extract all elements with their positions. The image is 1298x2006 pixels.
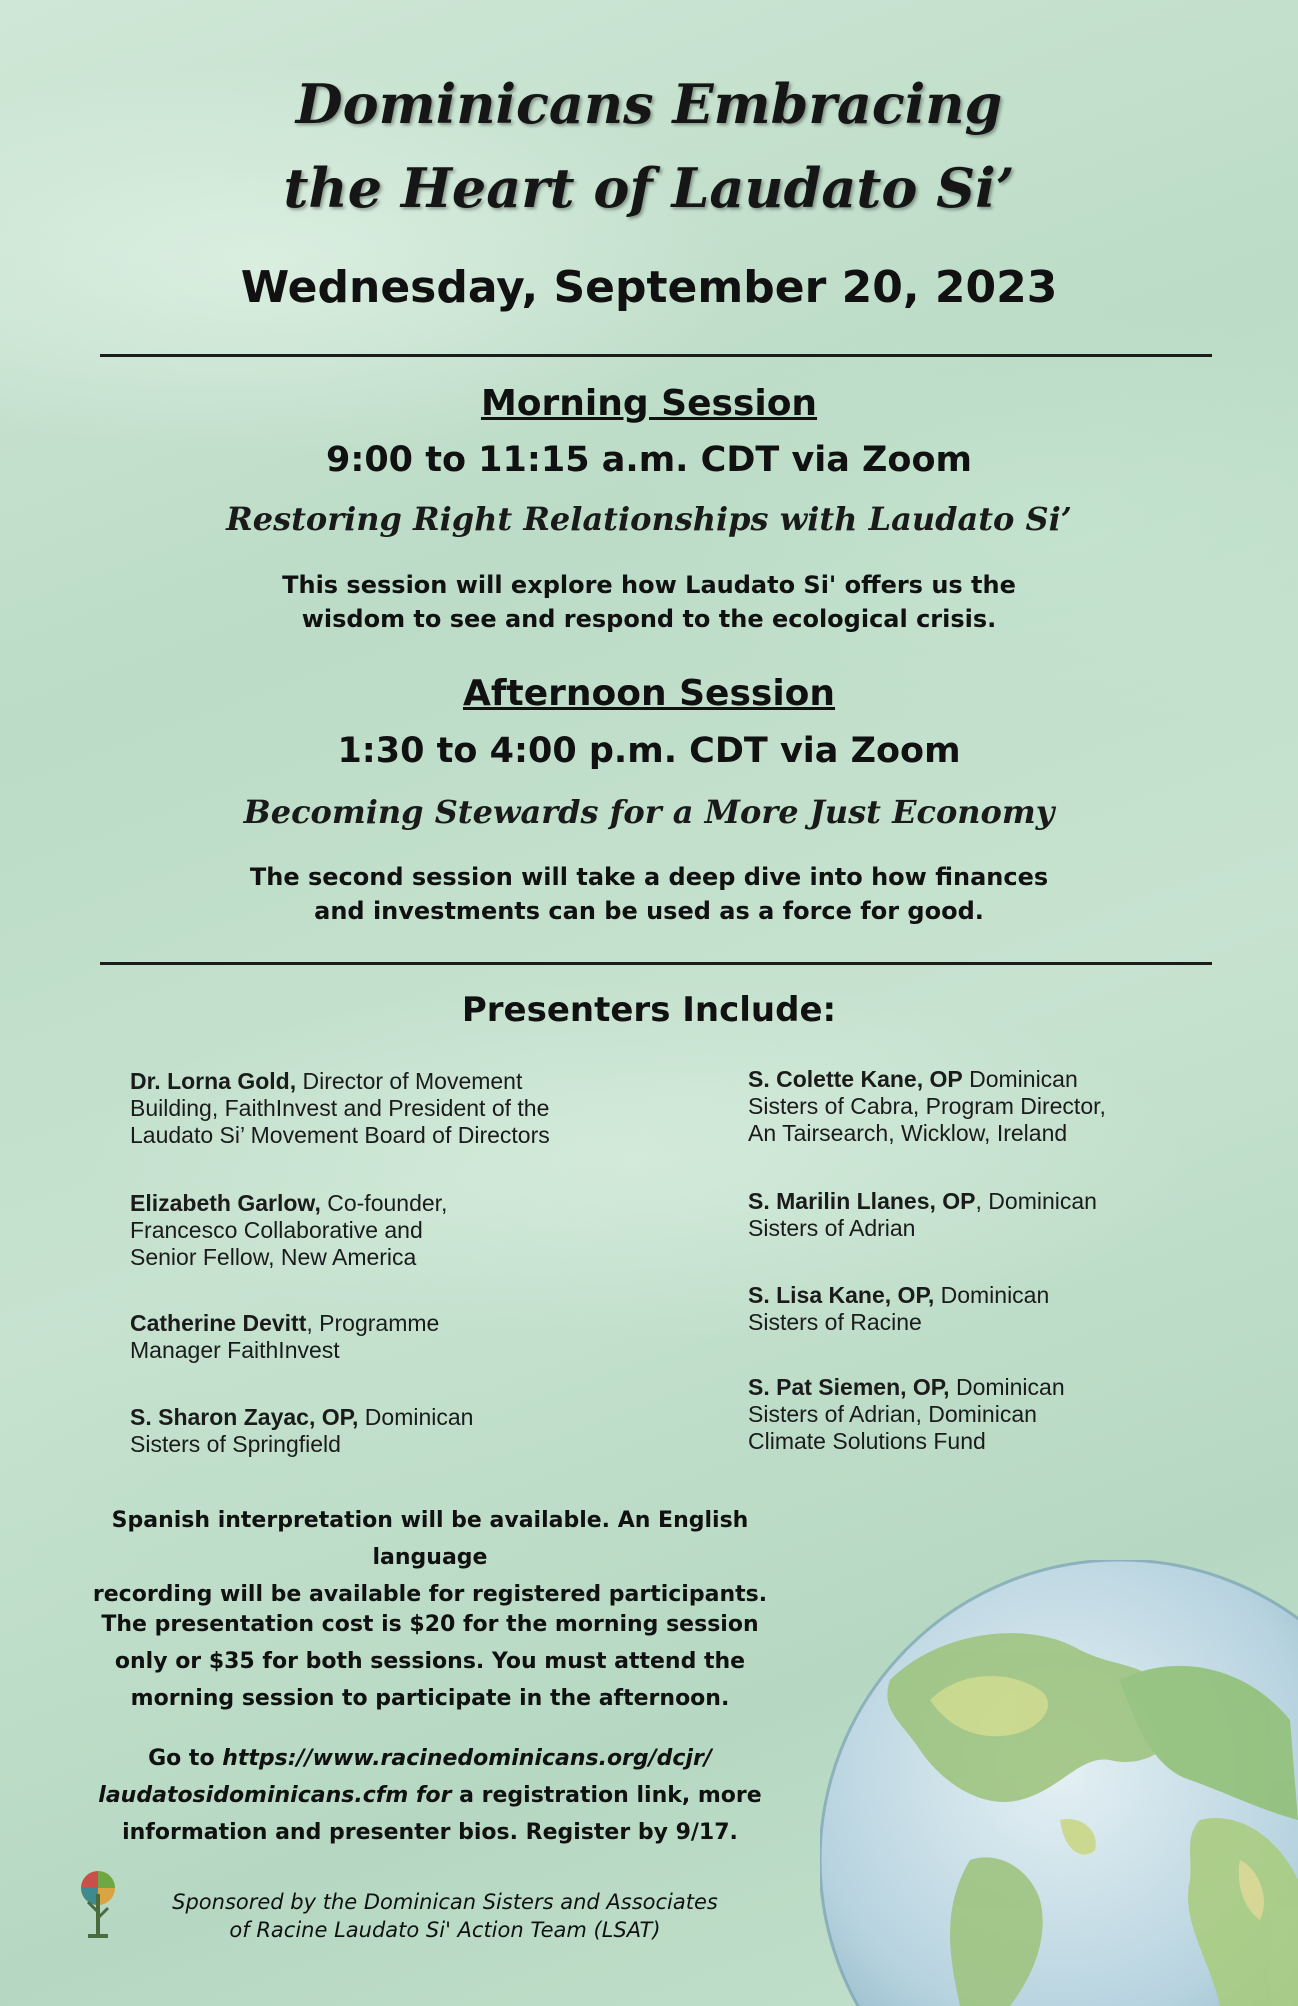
presenter-entry: Catherine Devitt, Programme Manager FaithInvest bbox=[130, 1310, 440, 1363]
presenter-entry: Elizabeth Garlow, Co-founder, Francesco Collaborative and Senior Fellow, New America bbox=[130, 1190, 448, 1270]
morning-time: 9:00 to 11:15 a.m. CDT via Zoom bbox=[325, 440, 972, 480]
presenter-entry: S. Sharon Zayac, OP, Dominican Sisters of Springfield bbox=[130, 1404, 474, 1457]
earth-globe-illustration bbox=[820, 1560, 1298, 2006]
presenters-heading: Presenters Include: bbox=[461, 990, 837, 1030]
morning-subtitle: Restoring Right Relationships with Laudato Si’ bbox=[226, 500, 1072, 538]
presenter-entry: S. Lisa Kane, OP, Dominican Sisters of Racine bbox=[748, 1282, 1050, 1335]
registration-link[interactable]: laudatosidominicans.cfm bbox=[98, 1783, 409, 1808]
title-line-2: the Heart of Laudato Si’ bbox=[283, 156, 1015, 220]
presenter-entry: S. Colette Kane, OP Dominican Sisters of Cabra, Program Director, An Tairsearch, Wicklow, Ireland bbox=[748, 1066, 1106, 1146]
morning-description: This session will explore how Laudato Si' offers us the wisdom to see and respond to the ecological crisis. bbox=[282, 571, 1016, 633]
registration-link[interactable]: https://www.racinedominicans.org/dcjr/ bbox=[222, 1746, 712, 1771]
registration-note: Go to https://www.racinedominicans.org/dcjr/ laudatosidominicans.cfm for a registration link, more information and presenter bios. Register by 9/17. bbox=[98, 1746, 762, 1845]
afternoon-description: The second session will take a deep dive into how finances and investments can be used as a force for good. bbox=[249, 863, 1049, 925]
title-line-1: Dominicans Embracing bbox=[295, 72, 1003, 136]
morning-heading: Morning Session bbox=[480, 383, 818, 424]
cost-note: The presentation cost is $20 for the morning session only or $35 for both sessions. You must attend the morning session to participate in the afternoon. bbox=[101, 1612, 759, 1711]
event-date: Wednesday, September 20, 2023 bbox=[240, 262, 1058, 313]
presenter-entry: Dr. Lorna Gold, Director of Movement Building, FaithInvest and President of the Laudato Si’ Movement Board of Directors bbox=[130, 1068, 550, 1148]
event-title bbox=[0, 62, 1298, 230]
sponsor-note: Sponsored by the Dominican Sisters and Associates of Racine Laudato Si' Action Team (LSAT) bbox=[172, 1890, 718, 1942]
afternoon-subtitle: Becoming Stewards for a More Just Economy bbox=[243, 793, 1055, 831]
afternoon-time: 1:30 to 4:00 p.m. CDT via Zoom bbox=[337, 731, 961, 771]
interpretation-note: Spanish interpretation will be available. An English language recording will be available for registered participants. bbox=[92, 1508, 768, 1607]
afternoon-heading: Afternoon Session bbox=[462, 673, 836, 714]
presenter-entry: S. Pat Siemen, OP, Dominican Sisters of Adrian, Dominican Climate Solutions Fund bbox=[748, 1374, 1065, 1454]
presenter-entry: S. Marilin Llanes, OP, Dominican Sisters of Adrian bbox=[748, 1188, 1097, 1241]
tree-logo-icon bbox=[78, 1868, 118, 1940]
divider bbox=[100, 962, 1212, 965]
divider bbox=[100, 354, 1212, 357]
